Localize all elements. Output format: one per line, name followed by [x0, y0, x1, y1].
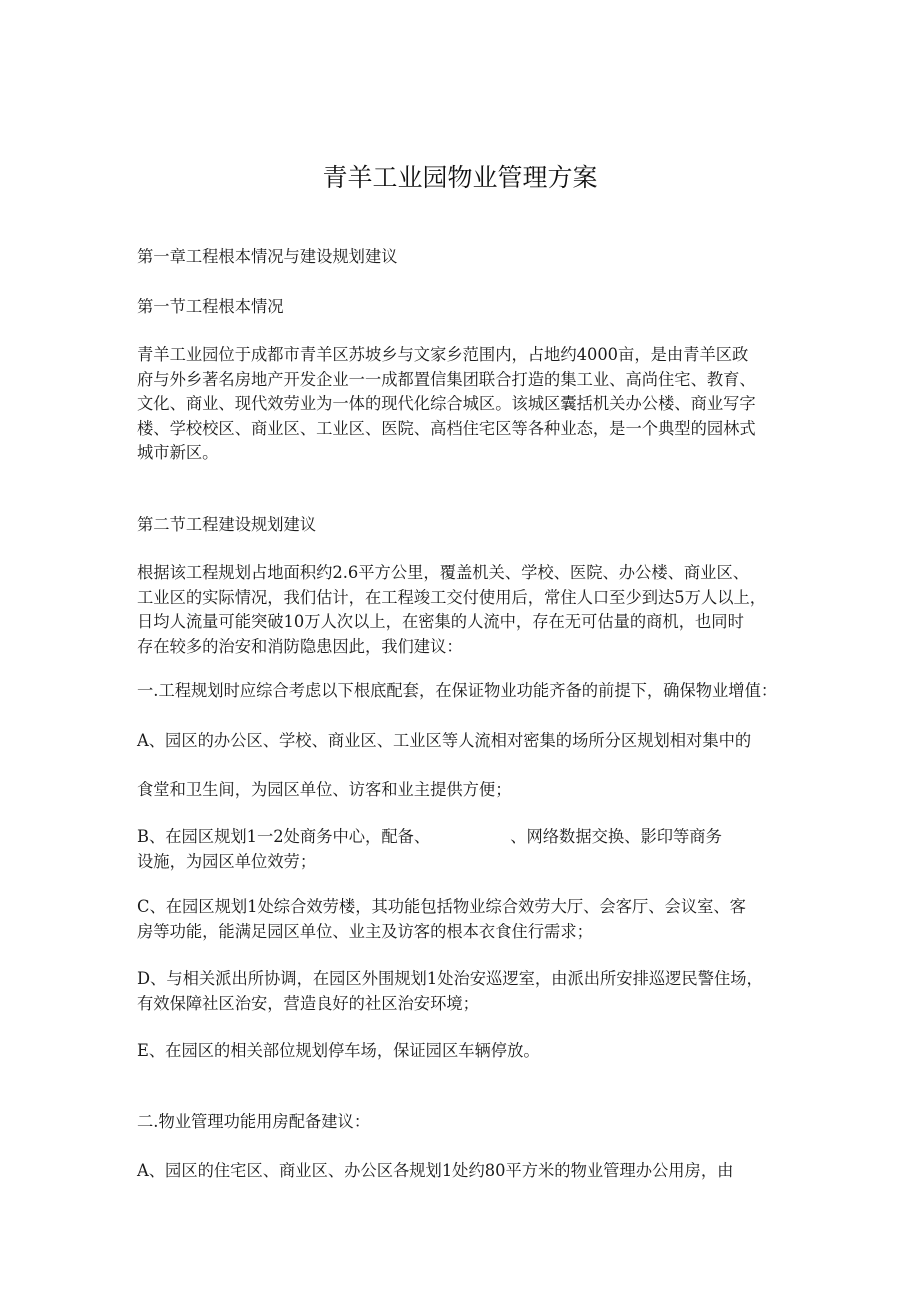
list-item-line: C、在园区规划1处综合效劳楼，其功能包括物业综合效劳大厅、会客厅、会议室、客: [137, 897, 746, 916]
list-item-line: 设施，为园区单位效劳；: [137, 851, 317, 871]
list-item-text: 、网络数据交换、影印等商务: [510, 827, 722, 846]
document-title: 青羊工业园物业管理方案: [322, 163, 598, 192]
list-item: 二.物业管理功能用房配备建议：: [137, 1112, 371, 1131]
list-item: 一.工程规划时应综合考虑以下根底配套，在保证物业功能齐备的前提下，确保物业增值：: [137, 681, 778, 700]
paragraph-line: 府与外乡著名房地产开发企业一一成都置信集团联合打造的集工业、高尚住宅、教育、: [137, 369, 756, 389]
list-item-continuation: 食堂和卫生间，为园区单位、访客和业主提供方便；: [137, 780, 512, 799]
paragraph: [137, 343, 801, 466]
paragraph: [137, 561, 801, 659]
paragraph-line: 工业区的实际情况，我们估计，在工程竣工交付使用后，常住人口至少到达5万人以上，: [137, 587, 767, 607]
section-heading: 第二节工程建设规划建议: [137, 515, 317, 534]
paragraph-line: 存在较多的治安和消防隐患因此，我们建议：: [137, 636, 463, 656]
list-item-line: D、与相关派出所协调，在园区外围规划1处治安巡逻室，由派出所安排巡逻民警住场，: [137, 969, 763, 988]
chapter-heading: 第一章工程根本情况与建设规划建议: [137, 247, 398, 266]
paragraph-line: 日均人流量可能突破10万人次以上，在密集的人流中，存在无可估量的商机，也同时: [137, 612, 744, 631]
list-item: [137, 967, 801, 1016]
paragraph-line: 青羊工业园位于成都市青羊区苏坡乡与文家乡范围内，占地约4000亩，是由青羊区政: [137, 345, 749, 364]
list-item-line: [137, 825, 801, 850]
list-item-line: 房等功能，能满足园区单位、业主及访客的根本衣食住行需求；: [137, 921, 593, 941]
list-item: [137, 895, 801, 944]
list-item-text: B、在园区规划1一2处商务中心，配备、: [137, 827, 431, 846]
paragraph-line: 文化、商业、现代效劳业为一体的现代化综合城区。该城区囊括机关办公楼、商业写字: [137, 394, 756, 413]
paragraph-line: 根据该工程规划占地面积约2.6平方公里，覆盖机关、学校、医院、办公楼、商业区、: [137, 563, 750, 582]
paragraph-line: 楼、学校校区、商业区、工业区、医院、高档住宅区等各种业态，是一个典型的园林式: [137, 418, 756, 438]
list-item: A、园区的办公区、学校、商业区、工业区等人流相对密集的场所分区规划相对集中的: [137, 731, 752, 750]
list-item-line: 有效保障社区治安，营造良好的社区治安环境；: [137, 993, 479, 1013]
list-item: [137, 825, 801, 874]
list-item: E、在园区的相关部位规划停车场，保证园区车辆停放。: [137, 1041, 540, 1060]
paragraph-line: 城市新区。: [137, 443, 219, 462]
section-heading: 第一节工程根本情况: [137, 297, 284, 316]
list-item: A、园区的住宅区、商业区、办公区各规划1处约80平方米的物业管理办公用房，由: [137, 1161, 734, 1180]
